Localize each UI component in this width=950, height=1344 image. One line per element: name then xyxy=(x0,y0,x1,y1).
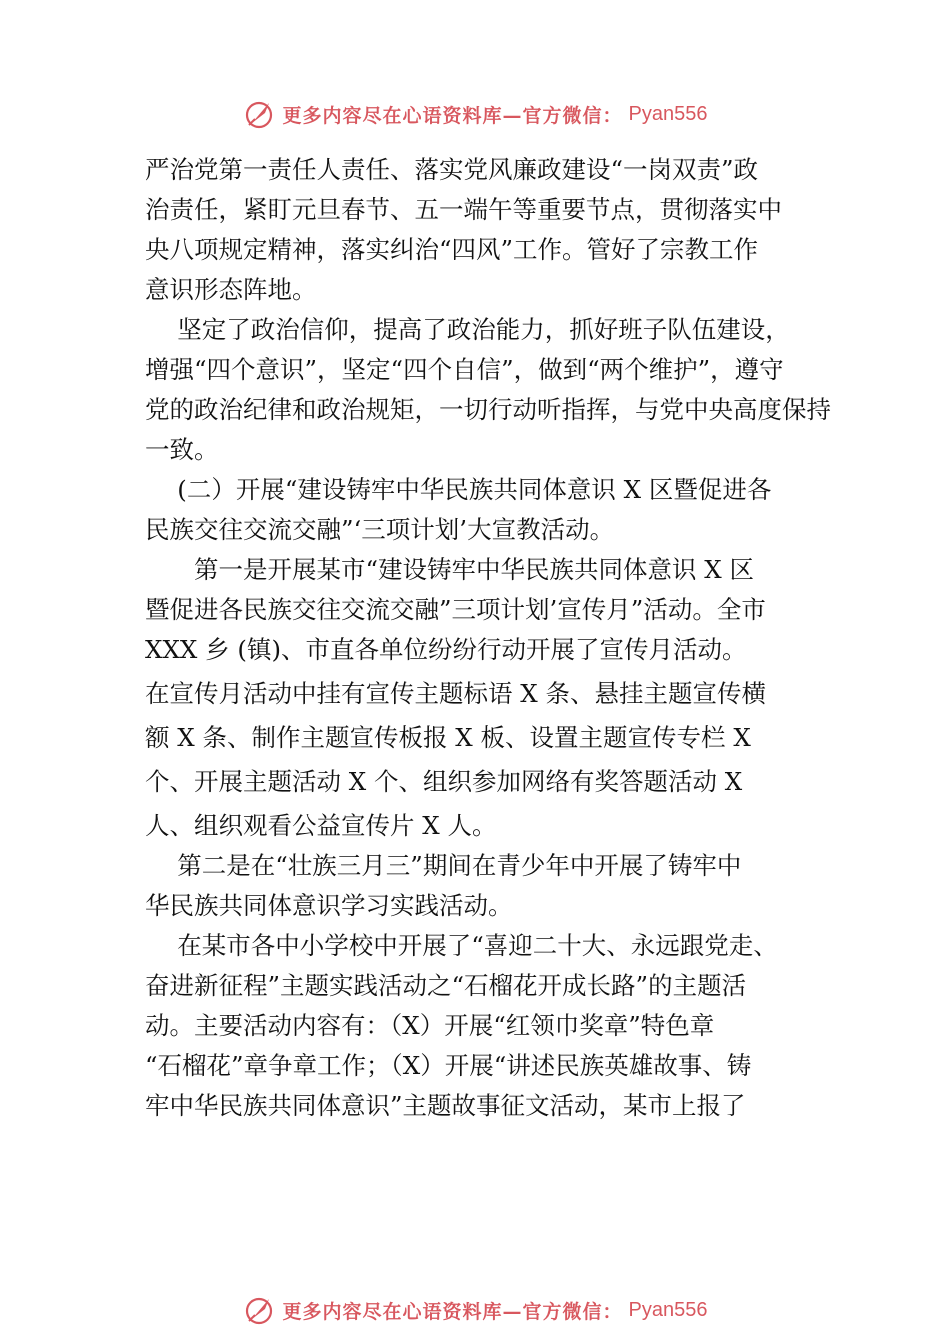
text-line: 个、开展主题活动 X 个、组织参加网络有奖答题活动 X xyxy=(145,767,743,796)
banner-wechat-id: Pyan556 xyxy=(628,102,708,125)
quill-logo-icon xyxy=(243,97,277,131)
text-line: 人、组织观看公益宣传片 X 人。 xyxy=(145,811,497,840)
text-line: 意识形态阵地。 xyxy=(145,275,317,304)
text-line: 一致。 xyxy=(145,435,219,464)
text-line: XXX 乡 (镇)、市直各单位纷纷行动开展了宣传月活动。 xyxy=(145,635,747,664)
section-heading: 民族交往交流交融”‘三项计划’大宣教活动。 xyxy=(145,515,615,544)
text-line: 华民族共同体意识学习实践活动。 xyxy=(145,891,513,920)
text-line: 额 X 条、制作主题宣传板报 X 板、设置主题宣传专栏 X xyxy=(145,723,751,752)
text-line: 动。主要活动内容有：（X）开展“红领巾奖章”特色章 xyxy=(145,1011,715,1040)
text-line: 奋进新征程”主题实践活动之“石榴花开成长路”的主题活 xyxy=(145,971,747,1000)
footer-banner xyxy=(0,1290,950,1330)
banner-text: 更多内容尽在心语资料库—官方微信： xyxy=(282,1300,623,1323)
text-line: 在宣传月活动中挂有宣传主题标语 X 条、悬挂主题宣传横 xyxy=(145,679,767,708)
text-line: 暨促进各民族交往交流交融”三项计划’宣传月”活动。全市 xyxy=(145,595,766,624)
text-line: 第一是开展某市“建设铸牢中华民族共同体意识 X 区 xyxy=(145,555,755,584)
text-line: 央八项规定精神，落实纠治“四风”工作。管好了宗教工作 xyxy=(145,235,759,264)
section-heading: (二）开展“建设铸牢中华民族共同体意识 X 区暨促进各 xyxy=(145,475,772,504)
banner-wechat-id: Pyan556 xyxy=(628,1298,708,1321)
banner-text: 更多内容尽在心语资料库—官方微信： xyxy=(282,104,623,127)
text-line: “石榴花”章争章工作；（X）开展“讲述民族英雄故事、铸 xyxy=(145,1051,752,1080)
document-body xyxy=(145,150,831,1126)
quill-logo-icon xyxy=(243,1293,277,1327)
text-line: 在某市各中小学校中开展了“喜迎二十大、永远跟党走、 xyxy=(145,931,778,960)
text-line: 党的政治纪律和政治规矩，一切行动听指挥，与党中央高度保持 xyxy=(145,395,831,424)
text-line: 牢中华民族共同体意识”主题故事征文活动，某市上报了 xyxy=(145,1091,746,1120)
text-line: 严治党第一责任人责任、落实党风廉政建设“一岗双责”政 xyxy=(145,155,759,184)
text-line: 治责任，紧盯元旦春节、五一端午等重要节点，贯彻落实中 xyxy=(145,195,782,224)
header-banner xyxy=(0,94,950,134)
text-line: 第二是在“壮族三月三”期间在青少年中开展了铸牢中 xyxy=(145,851,742,880)
text-line: 坚定了政治信仰，提高了政治能力，抓好班子队伍建设， xyxy=(145,315,790,344)
text-line: 增强“四个意识”，坚定“四个自信”，做到“两个维护”，遵守 xyxy=(145,355,784,384)
